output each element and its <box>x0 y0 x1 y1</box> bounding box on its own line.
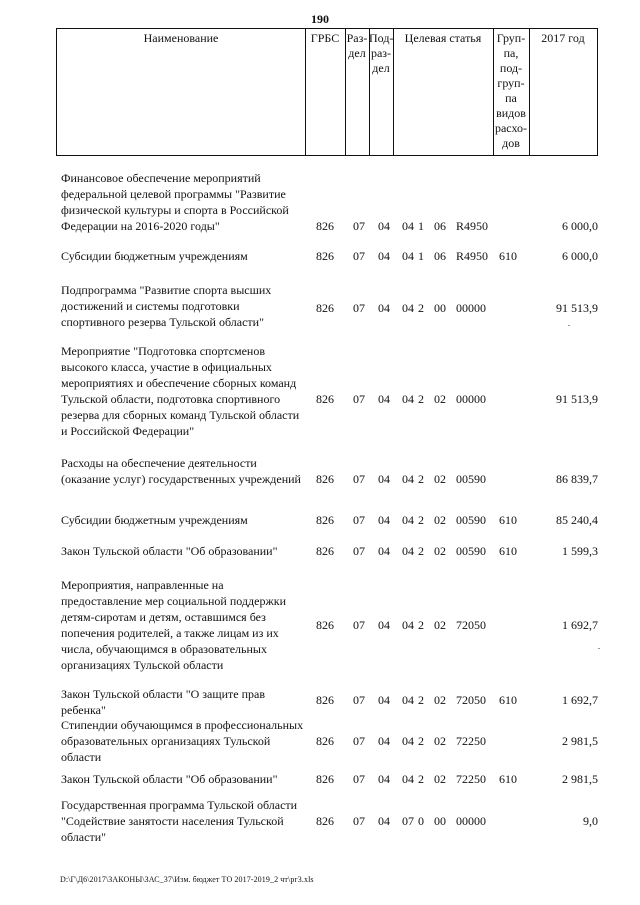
cell-amount: 9,0 <box>583 814 598 828</box>
row-name: Мероприятие "Подготовка спортсменов высокого класса, участие в официальных мероприятиях и обеспечение сборных команд Тульской области, подготовка спортивного резерва для сборных команд Тульской области и Российской Федерации" <box>61 344 300 438</box>
row-name: Мероприятия, направленные на предоставление мер социальной поддержки детям-сиротам и детям, оставшимся без попечения родителей, а также лицам из их числа, обучающимся в образовательных организациях Тульской области <box>61 578 287 672</box>
cell-group: 610 <box>499 693 517 707</box>
row-name: Стипендии обучающимся в профессиональных образовательных организациях Тульской области <box>61 718 304 764</box>
header-podrazdel: Под- раз- дел <box>369 31 394 75</box>
cell-target-program: 04 <box>402 618 414 632</box>
table-row <box>0 170 640 234</box>
cell-amount: 6 000,0 <box>562 249 598 263</box>
row-name: Расходы на обеспечение деятельности (оказание услуг) государственных учреждений <box>61 456 301 486</box>
cell-amount: 2 981,5 <box>562 772 598 786</box>
cell-razdel: 07 <box>353 814 365 828</box>
table-row <box>0 686 640 718</box>
file-path-footer: D:\Г\Д6\2017\ЗАКОНЫ\ЗАС_37\Изм. бюджет ТО 2017-2019_2 чт\рг3.xls <box>60 875 314 884</box>
cell-grbs: 826 <box>316 734 334 748</box>
row-name: Государственная программа Тульской области "Содействие занятости населения Тульской области" <box>61 798 298 844</box>
cell-group: 610 <box>499 513 517 527</box>
table-header <box>56 28 598 156</box>
row-name: Субсидии бюджетным учреждениям <box>61 513 248 527</box>
table-row <box>0 543 640 559</box>
cell-target-subprogram: 1 <box>418 249 424 263</box>
page-number: 190 <box>311 12 329 26</box>
table-row <box>0 343 640 455</box>
cell-target-direction: 00000 <box>456 814 486 828</box>
cell-amount: 86 839,7 <box>556 472 598 486</box>
cell-target-direction: R4950 <box>456 219 489 233</box>
table-row <box>0 717 640 765</box>
cell-grbs: 826 <box>316 772 334 786</box>
cell-target-subprogram: 2 <box>418 472 424 486</box>
cell-target-subprogram: 1 <box>418 219 424 233</box>
cell-razdel: 07 <box>353 618 365 632</box>
cell-podrazdel: 04 <box>378 814 390 828</box>
header-razdel: Раз- дел <box>346 31 368 60</box>
cell-podrazdel: 04 <box>378 734 390 748</box>
cell-target-direction: R4950 <box>456 249 489 263</box>
cell-target-event: 02 <box>434 472 446 486</box>
row-name: Закон Тульской области "О защите прав ребенка" <box>61 687 266 717</box>
cell-target-event: 02 <box>434 392 446 406</box>
cell-target-subprogram: 2 <box>418 544 424 558</box>
cell-amount: 1 599,3 <box>562 544 598 558</box>
cell-target-program: 04 <box>402 249 414 263</box>
cell-target-subprogram: 0 <box>418 814 424 828</box>
table-row <box>0 282 640 330</box>
cell-target-subprogram: 2 <box>418 618 424 632</box>
cell-razdel: 07 <box>353 734 365 748</box>
cell-target-subprogram: 2 <box>418 392 424 406</box>
cell-target-subprogram: 2 <box>418 301 424 315</box>
cell-target-program: 04 <box>402 772 414 786</box>
cell-target-program: 04 <box>402 734 414 748</box>
cell-podrazdel: 04 <box>378 392 390 406</box>
header-grbs: ГРБС <box>310 31 340 45</box>
cell-target-subprogram: 2 <box>418 734 424 748</box>
cell-razdel: 07 <box>353 472 365 486</box>
scan-speck <box>568 325 570 326</box>
cell-razdel: 07 <box>353 249 365 263</box>
cell-grbs: 826 <box>316 513 334 527</box>
table-row <box>0 248 640 264</box>
cell-amount: 2 981,5 <box>562 734 598 748</box>
cell-target-direction: 72050 <box>456 618 486 632</box>
cell-target-direction: 00590 <box>456 544 486 558</box>
cell-razdel: 07 <box>353 693 365 707</box>
header-target: Целевая статья <box>404 31 482 45</box>
cell-grbs: 826 <box>316 392 334 406</box>
table-row <box>0 512 640 528</box>
table-row <box>0 577 640 673</box>
cell-razdel: 07 <box>353 219 365 233</box>
cell-target-event: 02 <box>434 693 446 707</box>
cell-target-direction: 00590 <box>456 513 486 527</box>
cell-amount: 1 692,7 <box>562 693 598 707</box>
cell-target-event: 02 <box>434 734 446 748</box>
cell-grbs: 826 <box>316 472 334 486</box>
cell-target-subprogram: 2 <box>418 513 424 527</box>
cell-target-program: 04 <box>402 693 414 707</box>
cell-target-program: 07 <box>402 814 414 828</box>
cell-target-program: 04 <box>402 301 414 315</box>
cell-grbs: 826 <box>316 618 334 632</box>
cell-podrazdel: 04 <box>378 772 390 786</box>
cell-amount: 91 513,9 <box>556 301 598 315</box>
table-row <box>0 797 640 845</box>
cell-target-direction: 00000 <box>456 392 486 406</box>
cell-group: 610 <box>499 772 517 786</box>
cell-target-program: 04 <box>402 544 414 558</box>
row-name: Финансовое обеспечение мероприятий федеральной целевой программы "Развитие физической культуры и спорта в Российской Федерации на 2016-2020 годы" <box>61 171 289 233</box>
cell-grbs: 826 <box>316 693 334 707</box>
row-name: Закон Тульской области "Об образовании" <box>61 772 278 786</box>
cell-grbs: 826 <box>316 814 334 828</box>
table-row <box>0 455 640 503</box>
cell-target-event: 06 <box>434 219 446 233</box>
cell-target-program: 04 <box>402 472 414 486</box>
cell-grbs: 826 <box>316 301 334 315</box>
cell-group: 610 <box>499 544 517 558</box>
cell-podrazdel: 04 <box>378 472 390 486</box>
header-year: 2017 год <box>541 31 585 45</box>
cell-target-direction: 72050 <box>456 693 486 707</box>
cell-target-program: 04 <box>402 513 414 527</box>
row-name: Субсидии бюджетным учреждениям <box>61 249 248 263</box>
cell-amount: 6 000,0 <box>562 219 598 233</box>
cell-target-direction: 72250 <box>456 772 486 786</box>
cell-podrazdel: 04 <box>378 219 390 233</box>
cell-target-subprogram: 2 <box>418 693 424 707</box>
cell-target-program: 04 <box>402 219 414 233</box>
cell-target-direction: 00000 <box>456 301 486 315</box>
row-name: Закон Тульской области "Об образовании" <box>61 544 278 558</box>
cell-razdel: 07 <box>353 392 365 406</box>
cell-razdel: 07 <box>353 544 365 558</box>
cell-podrazdel: 04 <box>378 693 390 707</box>
scan-speck <box>598 648 600 649</box>
cell-target-event: 00 <box>434 814 446 828</box>
header-name: Наименование <box>143 31 219 45</box>
cell-podrazdel: 04 <box>378 513 390 527</box>
cell-grbs: 826 <box>316 544 334 558</box>
cell-amount: 85 240,4 <box>556 513 598 527</box>
cell-target-event: 00 <box>434 301 446 315</box>
cell-target-event: 02 <box>434 618 446 632</box>
cell-podrazdel: 04 <box>378 301 390 315</box>
cell-target-direction: 72250 <box>456 734 486 748</box>
cell-grbs: 826 <box>316 249 334 263</box>
cell-podrazdel: 04 <box>378 618 390 632</box>
table-row <box>0 771 640 787</box>
cell-target-event: 06 <box>434 249 446 263</box>
cell-razdel: 07 <box>353 513 365 527</box>
cell-podrazdel: 04 <box>378 544 390 558</box>
cell-podrazdel: 04 <box>378 249 390 263</box>
row-name: Подпрограмма "Развитие спорта высших достижений и системы подготовки спортивного резерва Тульской области" <box>61 283 272 329</box>
cell-target-event: 02 <box>434 544 446 558</box>
cell-target-event: 02 <box>434 513 446 527</box>
cell-target-event: 02 <box>434 772 446 786</box>
cell-target-subprogram: 2 <box>418 772 424 786</box>
cell-amount: 91 513,9 <box>556 392 598 406</box>
cell-grbs: 826 <box>316 219 334 233</box>
cell-target-direction: 00590 <box>456 472 486 486</box>
cell-group: 610 <box>499 249 517 263</box>
cell-razdel: 07 <box>353 301 365 315</box>
cell-razdel: 07 <box>353 772 365 786</box>
cell-target-program: 04 <box>402 392 414 406</box>
cell-amount: 1 692,7 <box>562 618 598 632</box>
header-group: Груп- па, под- груп- па видов расхо- дов <box>494 31 528 150</box>
